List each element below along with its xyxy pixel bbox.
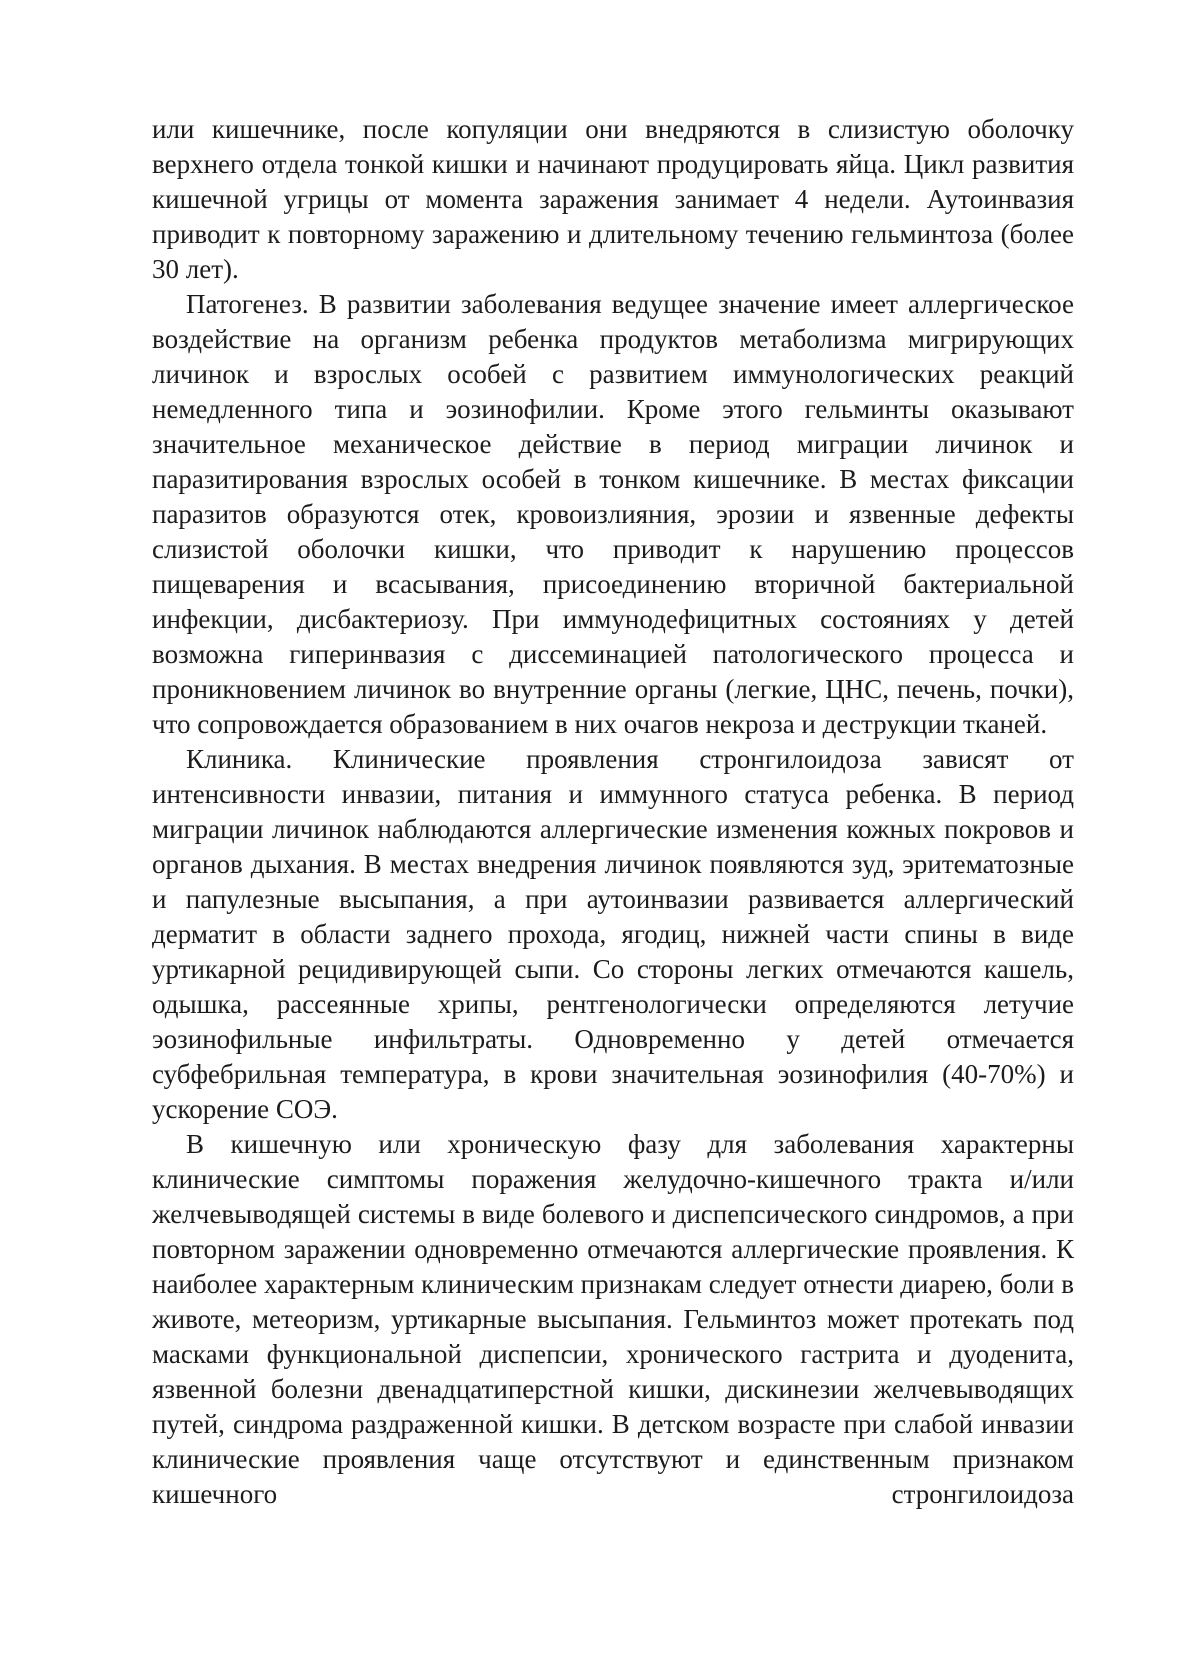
paragraph-continuation: или кишечнике, после копуляции они внедряются в слизистую оболочку верхнего отдела тонкой кишки и начинают продуцировать яйца. Цикл развития кишечной угрицы от момента заражения занимает 4 недели. Аутоинвазия приводит к повторному заражению и длительному течению гельминтоза (более 30 лет). — [152, 114, 1074, 284]
paragraph-pathogenesis: Патогенез. В развитии заболевания ведущее значение имеет аллергическое воздействие на организм ребенка продуктов метаболизма мигрирующих личинок и взрослых особей с развитием иммунологических реакций немедленного типа и эозинофилии. Кроме этого гельминты оказывают значительное механическое действие в период миграции личинок и паразитирования взрослых особей в тонком кишечнике. В местах фиксации паразитов образуются отек, кровоизлияния, эрозии и язвенные дефекты слизистой оболочки кишки, что приводит к нарушению процессов пищеварения и всасывания, присоединению вторичной бактериальной инфекции, дисбактериозу. При иммунодефицитных состояниях у детей возможна гиперинвазия с диссеминацией патологического процесса и проникновением личинок во внутренние органы (легкие, ЦНС, печень, почки), что сопровождается образованием в них очагов некроза и деструкции тканей. — [152, 289, 1074, 739]
paragraph-clinical-picture: Клиника. Клинические проявления стронгилоидоза зависят от интенсивности инвазии, питания и иммунного статуса ребенка. В период миграции личинок наблюдаются аллергические изменения кожных покровов и органов дыхания. В местах внедрения личинок появляются зуд, эритематозные и папулезные высыпания, а при аутоинвазии развивается аллергический дерматит в области заднего прохода, ягодиц, нижней части спины в виде уртикарной рецидивирующей сыпи. Со стороны легких отмечаются кашель, одышка, рассеянные хрипы, рентгенологически определяются летучие эозинофильные инфильтраты. Одновременно у детей отмечается субфебрильная температура, в крови значительная эозинофилия (40-70%) и ускорение СОЭ. — [152, 744, 1074, 1124]
body-text — [152, 112, 1074, 1512]
paragraph-chronic-phase: В кишечную или хроническую фазу для заболевания характерны клинические симптомы поражения желудочно-кишечного тракта и/или желчевыводящей системы в виде болевого и диспепсического синдромов, а при повторном заражении одновременно отмечаются аллергические проявления. К наиболее характерным клиническим признакам следует отнести диарею, боли в животе, метеоризм, уртикарные высыпания. Гельминтоз может протекать под масками функциональной диспепсии, хронического гастрита и дуоденита, язвенной болезни двенадцатиперстной кишки, дискинезии желчевыводящих путей, синдрома раздраженной кишки. В детском возрасте при слабой инвазии клинические проявления чаще отсутствуют и единственным признаком кишечного стронгилоидоза — [152, 1129, 1074, 1509]
